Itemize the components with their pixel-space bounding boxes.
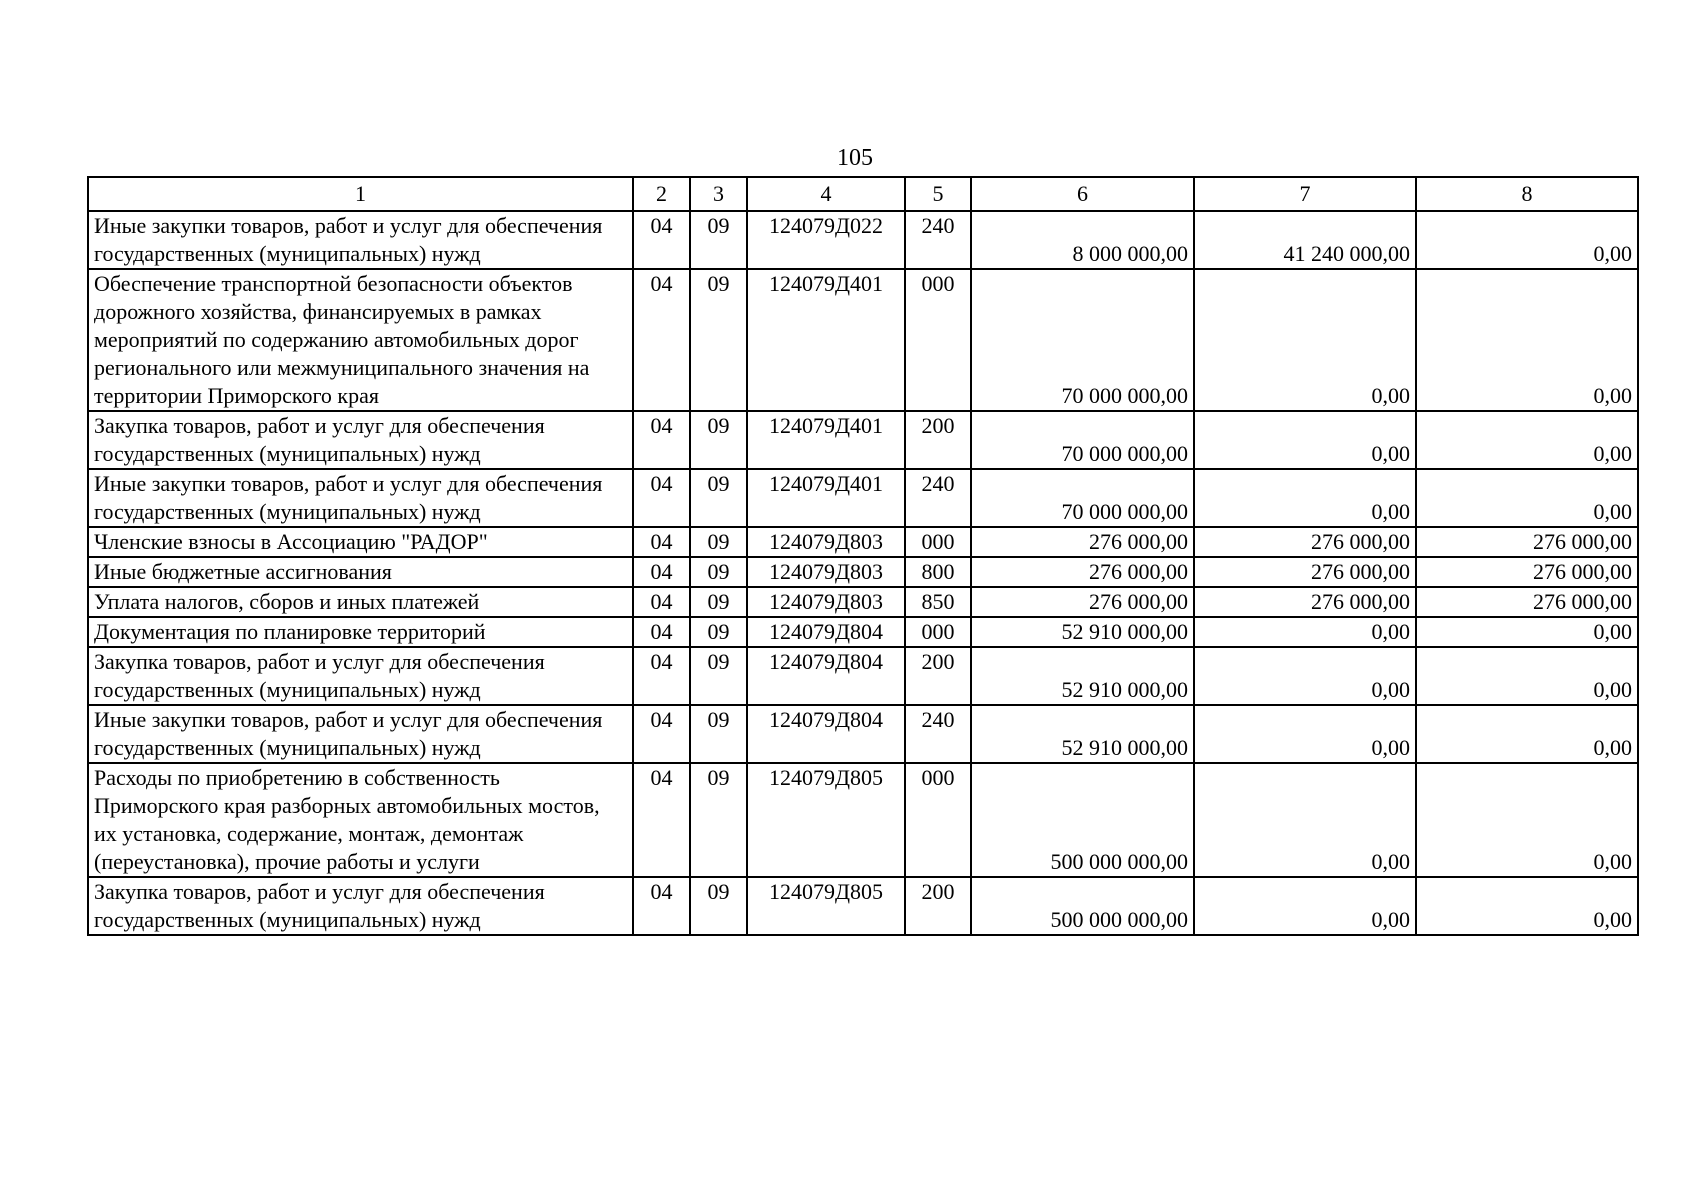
row-amount-8: 276 000,00 (1416, 557, 1638, 587)
row-expense-type: 240 (905, 211, 971, 269)
row-section: 04 (633, 587, 690, 617)
row-amount-8: 276 000,00 (1416, 527, 1638, 557)
row-expense-type: 200 (905, 877, 971, 935)
page-number: 105 (837, 145, 873, 171)
row-subsection: 09 (690, 527, 747, 557)
row-target: 124079Д401 (747, 469, 905, 527)
row-amount-7: 0,00 (1194, 411, 1416, 469)
table-row (88, 705, 1638, 763)
row-amount-7: 276 000,00 (1194, 587, 1416, 617)
row-subsection: 09 (690, 647, 747, 705)
row-target: 124079Д803 (747, 557, 905, 587)
row-expense-type: 240 (905, 705, 971, 763)
row-subsection: 09 (690, 211, 747, 269)
row-section: 04 (633, 527, 690, 557)
row-amount-7: 0,00 (1194, 877, 1416, 935)
row-expense-type: 240 (905, 469, 971, 527)
table-row (88, 411, 1638, 469)
row-name: Закупка товаров, работ и услуг для обеспечения государственных (муниципальных) нужд (88, 411, 633, 469)
row-amount-6: 276 000,00 (971, 527, 1194, 557)
row-subsection: 09 (690, 705, 747, 763)
column-header: 1 (88, 177, 633, 211)
row-expense-type: 000 (905, 617, 971, 647)
row-target: 124079Д804 (747, 617, 905, 647)
row-subsection: 09 (690, 411, 747, 469)
column-header: 4 (747, 177, 905, 211)
row-amount-6: 8 000 000,00 (971, 211, 1194, 269)
column-header: 5 (905, 177, 971, 211)
row-expense-type: 200 (905, 411, 971, 469)
row-name: Иные бюджетные ассигнования (88, 557, 633, 587)
row-target: 124079Д803 (747, 527, 905, 557)
row-section: 04 (633, 763, 690, 877)
row-name: Обеспечение транспортной безопасности объектов дорожного хозяйства, финансируемых в рамках мероприятий по содержанию автомобильных дорог регионального или межмуниципального значения на территории Приморского края (88, 269, 633, 411)
row-expense-type: 800 (905, 557, 971, 587)
row-amount-6: 500 000 000,00 (971, 877, 1194, 935)
row-amount-7: 276 000,00 (1194, 527, 1416, 557)
table-row (88, 617, 1638, 647)
table-row (88, 647, 1638, 705)
row-name: Членские взносы в Ассоциацию "РАДОР" (88, 527, 633, 557)
row-subsection: 09 (690, 469, 747, 527)
row-expense-type: 200 (905, 647, 971, 705)
row-target: 124079Д804 (747, 705, 905, 763)
row-section: 04 (633, 877, 690, 935)
row-name: Закупка товаров, работ и услуг для обеспечения государственных (муниципальных) нужд (88, 647, 633, 705)
row-section: 04 (633, 705, 690, 763)
row-subsection: 09 (690, 587, 747, 617)
table-row (88, 469, 1638, 527)
row-name: Закупка товаров, работ и услуг для обеспечения государственных (муниципальных) нужд (88, 877, 633, 935)
row-target: 124079Д022 (747, 211, 905, 269)
column-header: 8 (1416, 177, 1638, 211)
row-expense-type: 000 (905, 527, 971, 557)
row-section: 04 (633, 557, 690, 587)
row-expense-type: 000 (905, 269, 971, 411)
row-amount-8: 0,00 (1416, 763, 1638, 877)
table-row (88, 211, 1638, 269)
row-subsection: 09 (690, 763, 747, 877)
row-expense-type: 000 (905, 763, 971, 877)
row-amount-8: 0,00 (1416, 411, 1638, 469)
row-amount-7: 0,00 (1194, 763, 1416, 877)
row-amount-6: 52 910 000,00 (971, 647, 1194, 705)
row-amount-8: 0,00 (1416, 617, 1638, 647)
row-target: 124079Д803 (747, 587, 905, 617)
row-amount-6: 70 000 000,00 (971, 469, 1194, 527)
row-subsection: 09 (690, 877, 747, 935)
row-amount-7: 0,00 (1194, 647, 1416, 705)
table-row (88, 763, 1638, 877)
row-amount-8: 0,00 (1416, 469, 1638, 527)
row-name: Уплата налогов, сборов и иных платежей (88, 587, 633, 617)
row-amount-6: 70 000 000,00 (971, 269, 1194, 411)
row-subsection: 09 (690, 557, 747, 587)
row-name: Расходы по приобретению в собственность Приморского края разборных автомобильных мостов, их установка, содержание, монтаж, демонтаж (переустановка), прочие работы и услуги (88, 763, 633, 877)
column-header: 2 (633, 177, 690, 211)
row-name: Иные закупки товаров, работ и услуг для обеспечения государственных (муниципальных) нужд (88, 469, 633, 527)
row-amount-7: 0,00 (1194, 617, 1416, 647)
row-name: Иные закупки товаров, работ и услуг для обеспечения государственных (муниципальных) нужд (88, 211, 633, 269)
row-section: 04 (633, 469, 690, 527)
row-amount-6: 52 910 000,00 (971, 705, 1194, 763)
table-row (88, 269, 1638, 411)
row-amount-6: 276 000,00 (971, 587, 1194, 617)
row-subsection: 09 (690, 617, 747, 647)
table-header-row (88, 177, 1638, 211)
row-name: Документация по планировке территорий (88, 617, 633, 647)
budget-table (87, 176, 1639, 936)
row-amount-7: 0,00 (1194, 269, 1416, 411)
row-name: Иные закупки товаров, работ и услуг для обеспечения государственных (муниципальных) нужд (88, 705, 633, 763)
row-amount-7: 41 240 000,00 (1194, 211, 1416, 269)
column-header: 3 (690, 177, 747, 211)
row-amount-6: 276 000,00 (971, 557, 1194, 587)
row-amount-8: 0,00 (1416, 877, 1638, 935)
row-amount-8: 0,00 (1416, 705, 1638, 763)
row-amount-8: 276 000,00 (1416, 587, 1638, 617)
row-amount-8: 0,00 (1416, 647, 1638, 705)
column-header: 6 (971, 177, 1194, 211)
row-amount-7: 0,00 (1194, 469, 1416, 527)
row-section: 04 (633, 411, 690, 469)
row-subsection: 09 (690, 269, 747, 411)
row-amount-7: 0,00 (1194, 705, 1416, 763)
row-section: 04 (633, 647, 690, 705)
row-amount-6: 70 000 000,00 (971, 411, 1194, 469)
row-target: 124079Д805 (747, 877, 905, 935)
row-amount-7: 276 000,00 (1194, 557, 1416, 587)
row-amount-6: 500 000 000,00 (971, 763, 1194, 877)
row-amount-8: 0,00 (1416, 211, 1638, 269)
row-section: 04 (633, 617, 690, 647)
row-expense-type: 850 (905, 587, 971, 617)
table-row (88, 877, 1638, 935)
row-amount-8: 0,00 (1416, 269, 1638, 411)
table-row (88, 527, 1638, 557)
row-target: 124079Д805 (747, 763, 905, 877)
row-target: 124079Д804 (747, 647, 905, 705)
row-target: 124079Д401 (747, 411, 905, 469)
row-amount-6: 52 910 000,00 (971, 617, 1194, 647)
column-header: 7 (1194, 177, 1416, 211)
row-target: 124079Д401 (747, 269, 905, 411)
table-row (88, 587, 1638, 617)
table-row (88, 557, 1638, 587)
row-section: 04 (633, 211, 690, 269)
row-section: 04 (633, 269, 690, 411)
